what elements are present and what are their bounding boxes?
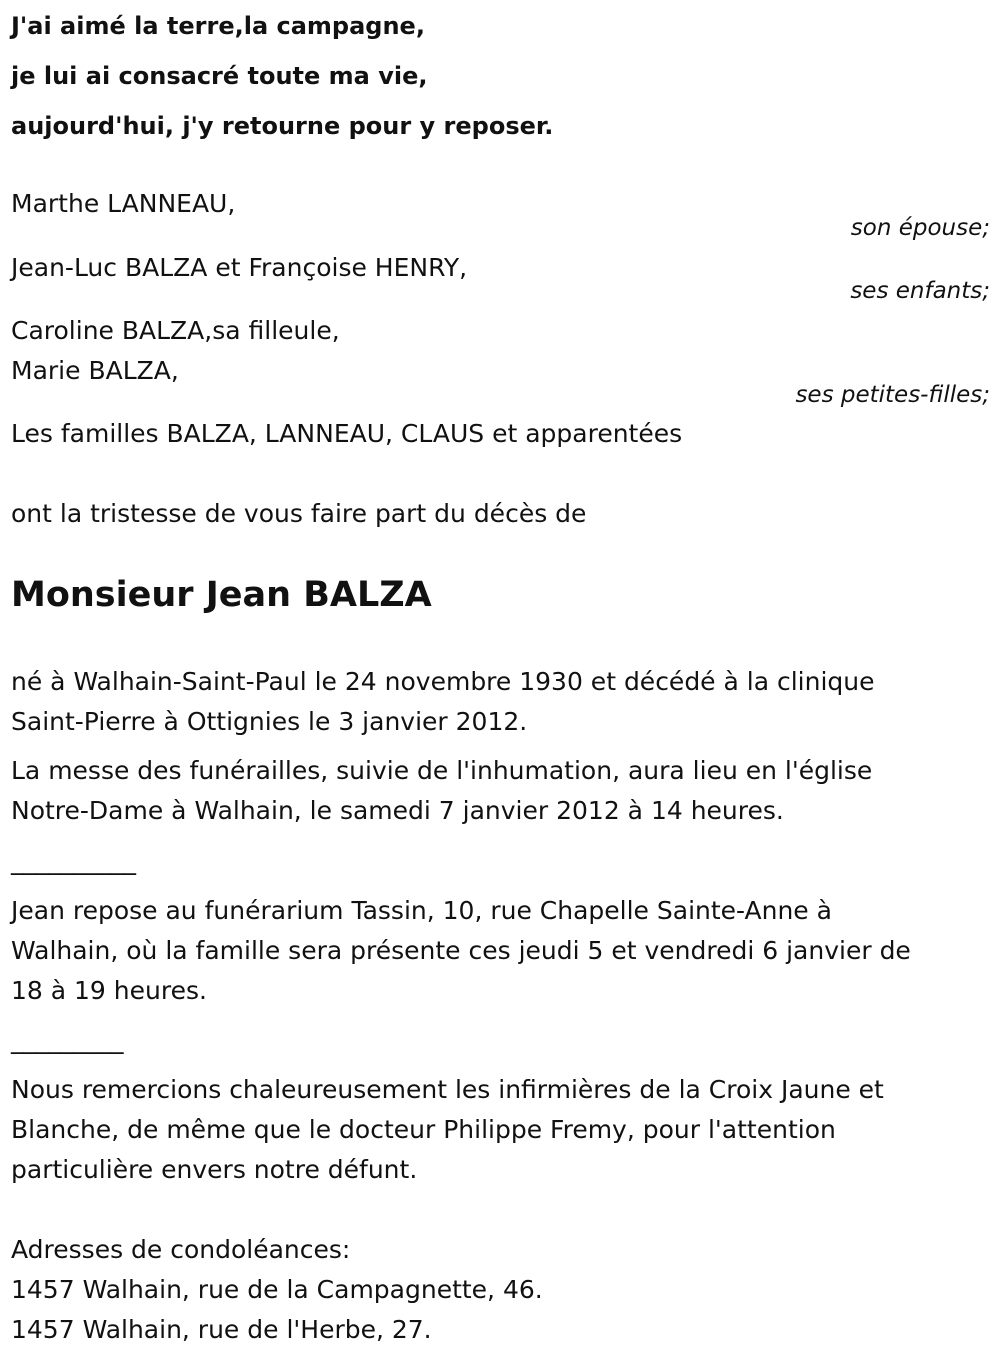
children-names: Jean-Luc BALZA et Françoise HENRY,: [11, 253, 468, 282]
spouse-relation: son épouse;: [850, 215, 990, 241]
funeral-line-1: La messe des funérailles, suivie de l'inhumation, aura lieu en l'église: [11, 756, 873, 785]
grandchild-2: Marie BALZA,: [11, 356, 179, 385]
visitation-line-2: Walhain, où la famille sera présente ces jeudi 5 et vendredi 6 janvier de: [11, 936, 911, 965]
birth-death-line-1: né à Walhain-Saint-Paul le 24 novembre 1930 et décédé à la clinique: [11, 667, 875, 696]
poem-line-3: aujourd'hui, j'y retourne pour y reposer.: [11, 112, 554, 140]
grandchildren-relation: ses petites-filles;: [795, 382, 990, 408]
separator-2: _________: [11, 1025, 124, 1054]
spouse-name: Marthe LANNEAU,: [11, 189, 236, 218]
condolences-address-1: 1457 Walhain, rue de la Campagnette, 46.: [11, 1275, 543, 1304]
grandchild-1: Caroline BALZA,sa filleule,: [11, 316, 340, 345]
funeral-line-2: Notre-Dame à Walhain, le samedi 7 janvier 2012 à 14 heures.: [11, 796, 784, 825]
families-line: Les familles BALZA, LANNEAU, CLAUS et apparentées: [11, 419, 683, 448]
children-relation: ses enfants;: [850, 278, 990, 304]
thanks-line-2: Blanche, de même que le docteur Philippe Fremy, pour l'attention: [11, 1115, 836, 1144]
separator-1: __________: [11, 846, 136, 875]
visitation-line-1: Jean repose au funérarium Tassin, 10, rue Chapelle Sainte-Anne à: [11, 896, 832, 925]
condolences-heading: Adresses de condoléances:: [11, 1235, 351, 1264]
announcement: ont la tristesse de vous faire part du décès de: [11, 499, 587, 528]
poem-line-2: je lui ai consacré toute ma vie,: [11, 62, 428, 90]
birth-death-line-2: Saint-Pierre à Ottignies le 3 janvier 2012.: [11, 707, 528, 736]
poem-line-1: J'ai aimé la terre,la campagne,: [11, 12, 425, 40]
condolences-address-2: 1457 Walhain, rue de l'Herbe, 27.: [11, 1315, 432, 1344]
thanks-line-1: Nous remercions chaleureusement les infirmières de la Croix Jaune et: [11, 1075, 884, 1104]
thanks-line-3: particulière envers notre défunt.: [11, 1155, 418, 1184]
deceased-name: Monsieur Jean BALZA: [11, 575, 432, 615]
visitation-line-3: 18 à 19 heures.: [11, 976, 207, 1005]
